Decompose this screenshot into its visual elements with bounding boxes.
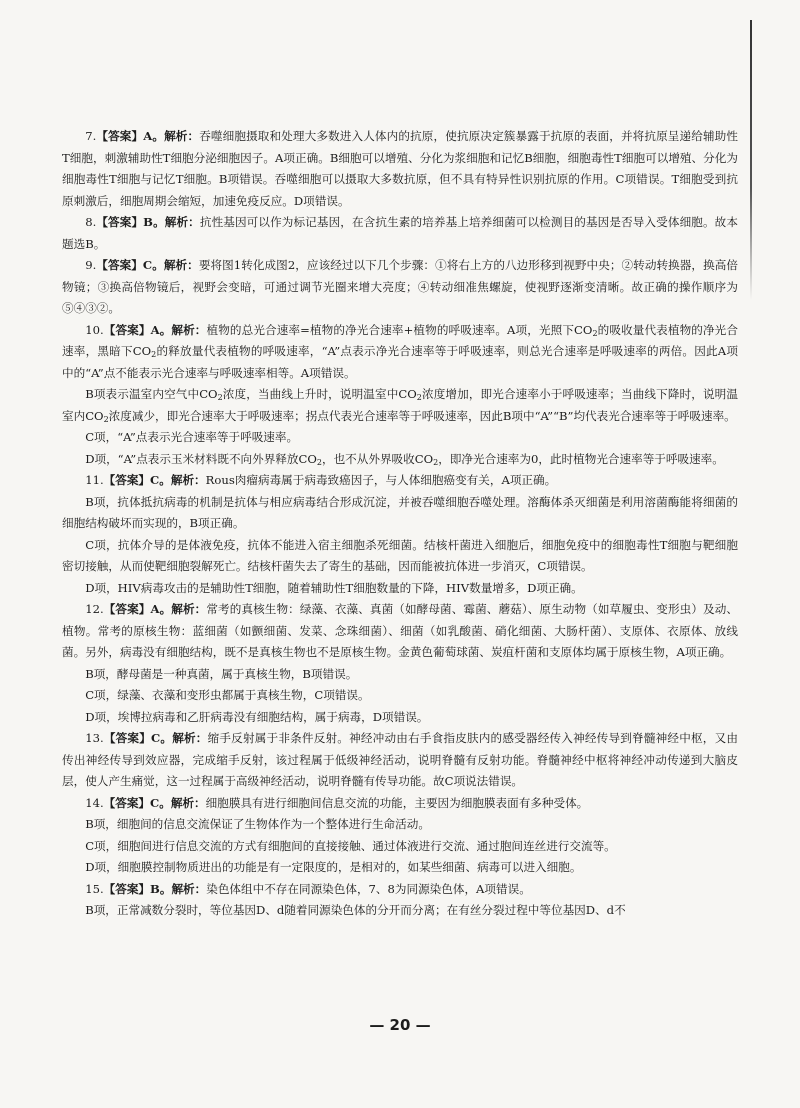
explanation-text: D项，埃博拉病毒和乙肝病毒没有细胞结构，属于病毒，D项错误。 — [85, 709, 429, 724]
explanation-text: 吞噬细胞摄取和处理大多数进入人体内的抗原，使抗原决定簇暴露于抗原的表面，并将抗原呈递给辅助性T细胞，刺激辅助性T细胞分泌细胞因子。A项正确。B细胞可以增殖、分化为浆细胞和记忆B细胞，细胞毒性T细胞可以增殖、分化为细胞毒性T细胞与记忆T细胞。B项错误。吞噬细胞可以摄取大多数抗原，但不具有特异性识别抗原的作用。C项错误。T细胞受到抗原刺激后，细胞周期会缩短，加速免疫反应。D项错误。 — [62, 129, 738, 208]
answer-tag: 【答案】 — [96, 215, 144, 229]
answer-subparagraph — [62, 535, 738, 578]
item-number: 15. — [85, 881, 104, 896]
answer-option: B — [150, 881, 160, 896]
answer-item — [62, 879, 738, 901]
item-number: 13. — [85, 731, 104, 745]
explanation-text: 要将图1转化成图2，应该经过以下几个步骤：①将右上方的八边形移到视野中央；②转动转换器，换高倍物镜；③换高倍物镜后，视野会变暗，可通过调节光圈来增大亮度；④转动细准焦螺旋，使视野逐渐变清晰。故正确的操作顺序为⑤④③②。 — [62, 258, 738, 315]
analysis-lead: 。解析： — [160, 731, 208, 745]
answer-option: A — [150, 322, 160, 337]
answer-subparagraph — [62, 427, 738, 449]
answer-item — [62, 126, 738, 212]
explanation-text: 常考的真核生物：绿藻、衣藻、真菌（如酵母菌、霉菌、蘑菇）、原生动物（如草履虫、变形虫）及动、植物。常考的原核生物：蓝细菌（如颤细菌、发菜、念珠细菌）、细菌（如乳酸菌、硝化细菌、大肠杆菌）、支原体、衣原体、放线菌。另外，病毒没有细胞结构，既不是真核生物也不是原核生物。金黄色葡萄球菌、炭疽杆菌和支原体均属于原核生物，A项正确。 — [62, 602, 738, 659]
page-number: — 20 — — [369, 1016, 431, 1034]
explanation-text: C项，“A”点表示光合速率等于呼吸速率。 — [85, 430, 299, 444]
answer-option: B — [143, 215, 153, 229]
explanation-text: 缩手反射属于非条件反射。神经冲动由右手食指皮肤内的感受器经传入神经传导到脊髓神经中枢，又由传出神经传导到效应器，完成缩手反射，该过程属于低级神经活动，说明脊髓有反射功能。脊髓神经中枢将神经冲动传递到大脑皮层，使人产生痛觉，这一过程属于高级神经活动，说明脊髓有传导功能。故C项说法错误。 — [62, 731, 738, 788]
answer-item — [62, 793, 738, 815]
explanation-text: 染色体组中不存在同源染色体，7、8为同源染色体，A项错误。 — [206, 881, 531, 896]
explanation-text: B项，细胞间的信息交流保证了生物体作为一个整体进行生命活动。 — [85, 817, 430, 831]
explanation-text: 抗性基因可以作为标记基因，在含抗生素的培养基上培养细菌可以检测目的基因是否导入受体细胞。故本题选B。 — [62, 215, 738, 251]
answer-tag: 【答案】 — [96, 129, 144, 143]
answer-option: C — [150, 473, 160, 487]
answer-option: A — [143, 129, 153, 143]
analysis-lead: 。解析： — [159, 322, 207, 337]
answer-tag: 【答案】 — [96, 258, 143, 272]
explanation-text: 植物的总光合速率=植物的净光合速率+植物的呼吸速率。A项，光照下$CO_2$的吸收量代表植物的净光合速率，黑暗下$CO_2$的释放量代表植物的呼吸速率，“A”点表示净光合速率等于呼吸速率，则总光合速率是呼吸速率的两倍。因此A项中的“A”点不能表示光合速率与呼吸速率相等。A项错误。 — [62, 322, 738, 380]
answer-subparagraph — [62, 384, 738, 427]
explanation-text: D项，细胞膜控制物质进出的功能是有一定限度的，是相对的，如某些细菌、病毒可以进入细胞。 — [85, 860, 582, 874]
analysis-lead: 。解析： — [152, 215, 200, 229]
item-number: 7. — [85, 129, 97, 143]
explanation-text: C项，抗体介导的是体液免疫，抗体不能进入宿主细胞杀死细菌。结核杆菌进入细胞后，细胞免疫中的细胞毒性T细胞与靶细胞密切接触，从而使靶细胞裂解死亡。结核杆菌失去了寄生的基础，因而能被抗体进一步消灭，C项错误。 — [62, 537, 738, 573]
answer-tag: 【答案】 — [103, 602, 151, 616]
item-number: 10. — [85, 322, 104, 337]
explanation-text: C项，细胞间进行信息交流的方式有细胞间的直接接触、通过体液进行交流、通过胞间连丝进行交流等。 — [85, 838, 616, 853]
scan-edge-line — [750, 20, 752, 300]
item-number: 11. — [85, 473, 104, 487]
explanation-text: D项，“A”点表示玉米材料既不向外界释放$CO_2$，也不从外界吸收$CO_2$，即净光合速率为0，此时植物光合速率等于呼吸速率。 — [85, 451, 724, 467]
answer-option: C — [142, 258, 153, 272]
answer-item — [62, 320, 738, 385]
answer-option: C — [151, 731, 161, 745]
answer-option: C — [150, 795, 160, 810]
explanation-text: B项，酵母菌是一种真菌，属于真核生物，B项错误。 — [85, 666, 358, 681]
analysis-lead: 。解析： — [159, 795, 206, 810]
answer-tag: 【答案】 — [103, 322, 151, 337]
answer-subparagraph — [62, 449, 738, 471]
item-number: 8. — [85, 215, 97, 229]
answer-subparagraph — [62, 857, 738, 879]
analysis-lead: 。解析： — [159, 473, 206, 487]
answer-subparagraph — [62, 814, 738, 836]
answer-tag: 【答案】 — [103, 881, 151, 896]
item-number: 12. — [85, 602, 104, 616]
answer-subparagraph — [62, 664, 738, 686]
explanation-text: C项，绿藻、衣藻和变形虫都属于真核生物，C项错误。 — [85, 688, 370, 702]
analysis-lead: 。解析： — [152, 258, 199, 272]
analysis-lead: 。解析： — [159, 881, 207, 896]
answer-item — [62, 728, 738, 793]
item-number: 9. — [85, 258, 97, 272]
answer-item — [62, 255, 738, 320]
analysis-lead: 。解析： — [159, 602, 207, 616]
explanation-text: Rous肉瘤病毒属于病毒致癌因子，与人体细胞癌变有关，A项正确。 — [205, 473, 557, 487]
explanation-text: B项，抗体抵抗病毒的机制是抗体与相应病毒结合形成沉淀，并被吞噬细胞吞噬处理。溶酶体杀灭细菌是利用溶菌酶能将细菌的细胞结构破坏而实现的，B项正确。 — [62, 494, 738, 530]
answer-subparagraph — [62, 900, 738, 922]
answer-item — [62, 212, 738, 255]
answer-subparagraph — [62, 578, 738, 600]
analysis-lead: 。解析： — [152, 129, 200, 143]
answer-tag: 【答案】 — [103, 731, 151, 745]
explanation-text: 细胞膜具有进行细胞间信息交流的功能，主要因为细胞膜表面有多种受体。 — [205, 795, 589, 810]
answer-option: A — [150, 602, 160, 616]
answer-explanations — [62, 126, 738, 922]
answer-tag: 【答案】 — [103, 473, 151, 487]
answer-subparagraph — [62, 836, 738, 858]
answer-tag: 【答案】 — [103, 795, 151, 810]
explanation-text: B项，正常减数分裂时，等位基因D、d随着同源染色体的分开而分离；在有丝分裂过程中等位基因D、d不 — [85, 903, 626, 917]
answer-subparagraph — [62, 685, 738, 707]
explanation-text: B项表示温室内空气中$CO_2$浓度，当曲线上升时，说明温室中$CO_2$浓度增加，即光合速率小于呼吸速率；当曲线下降时，说明温室内$CO_2$浓度减少，即光合速率大于呼吸速率；拐点代表光合速率等于呼吸速率，因此B项中“A”“B”均代表光合速率等于呼吸速率。 — [62, 387, 738, 424]
answer-item — [62, 599, 738, 664]
explanation-text: D项，HIV病毒攻击的是辅助性T细胞，随着辅助性T细胞数量的下降，HIV数量增多，D项正确。 — [85, 580, 583, 595]
answer-item — [62, 470, 738, 492]
answer-subparagraph — [62, 707, 738, 729]
item-number: 14. — [85, 795, 104, 810]
answer-subparagraph — [62, 492, 738, 535]
